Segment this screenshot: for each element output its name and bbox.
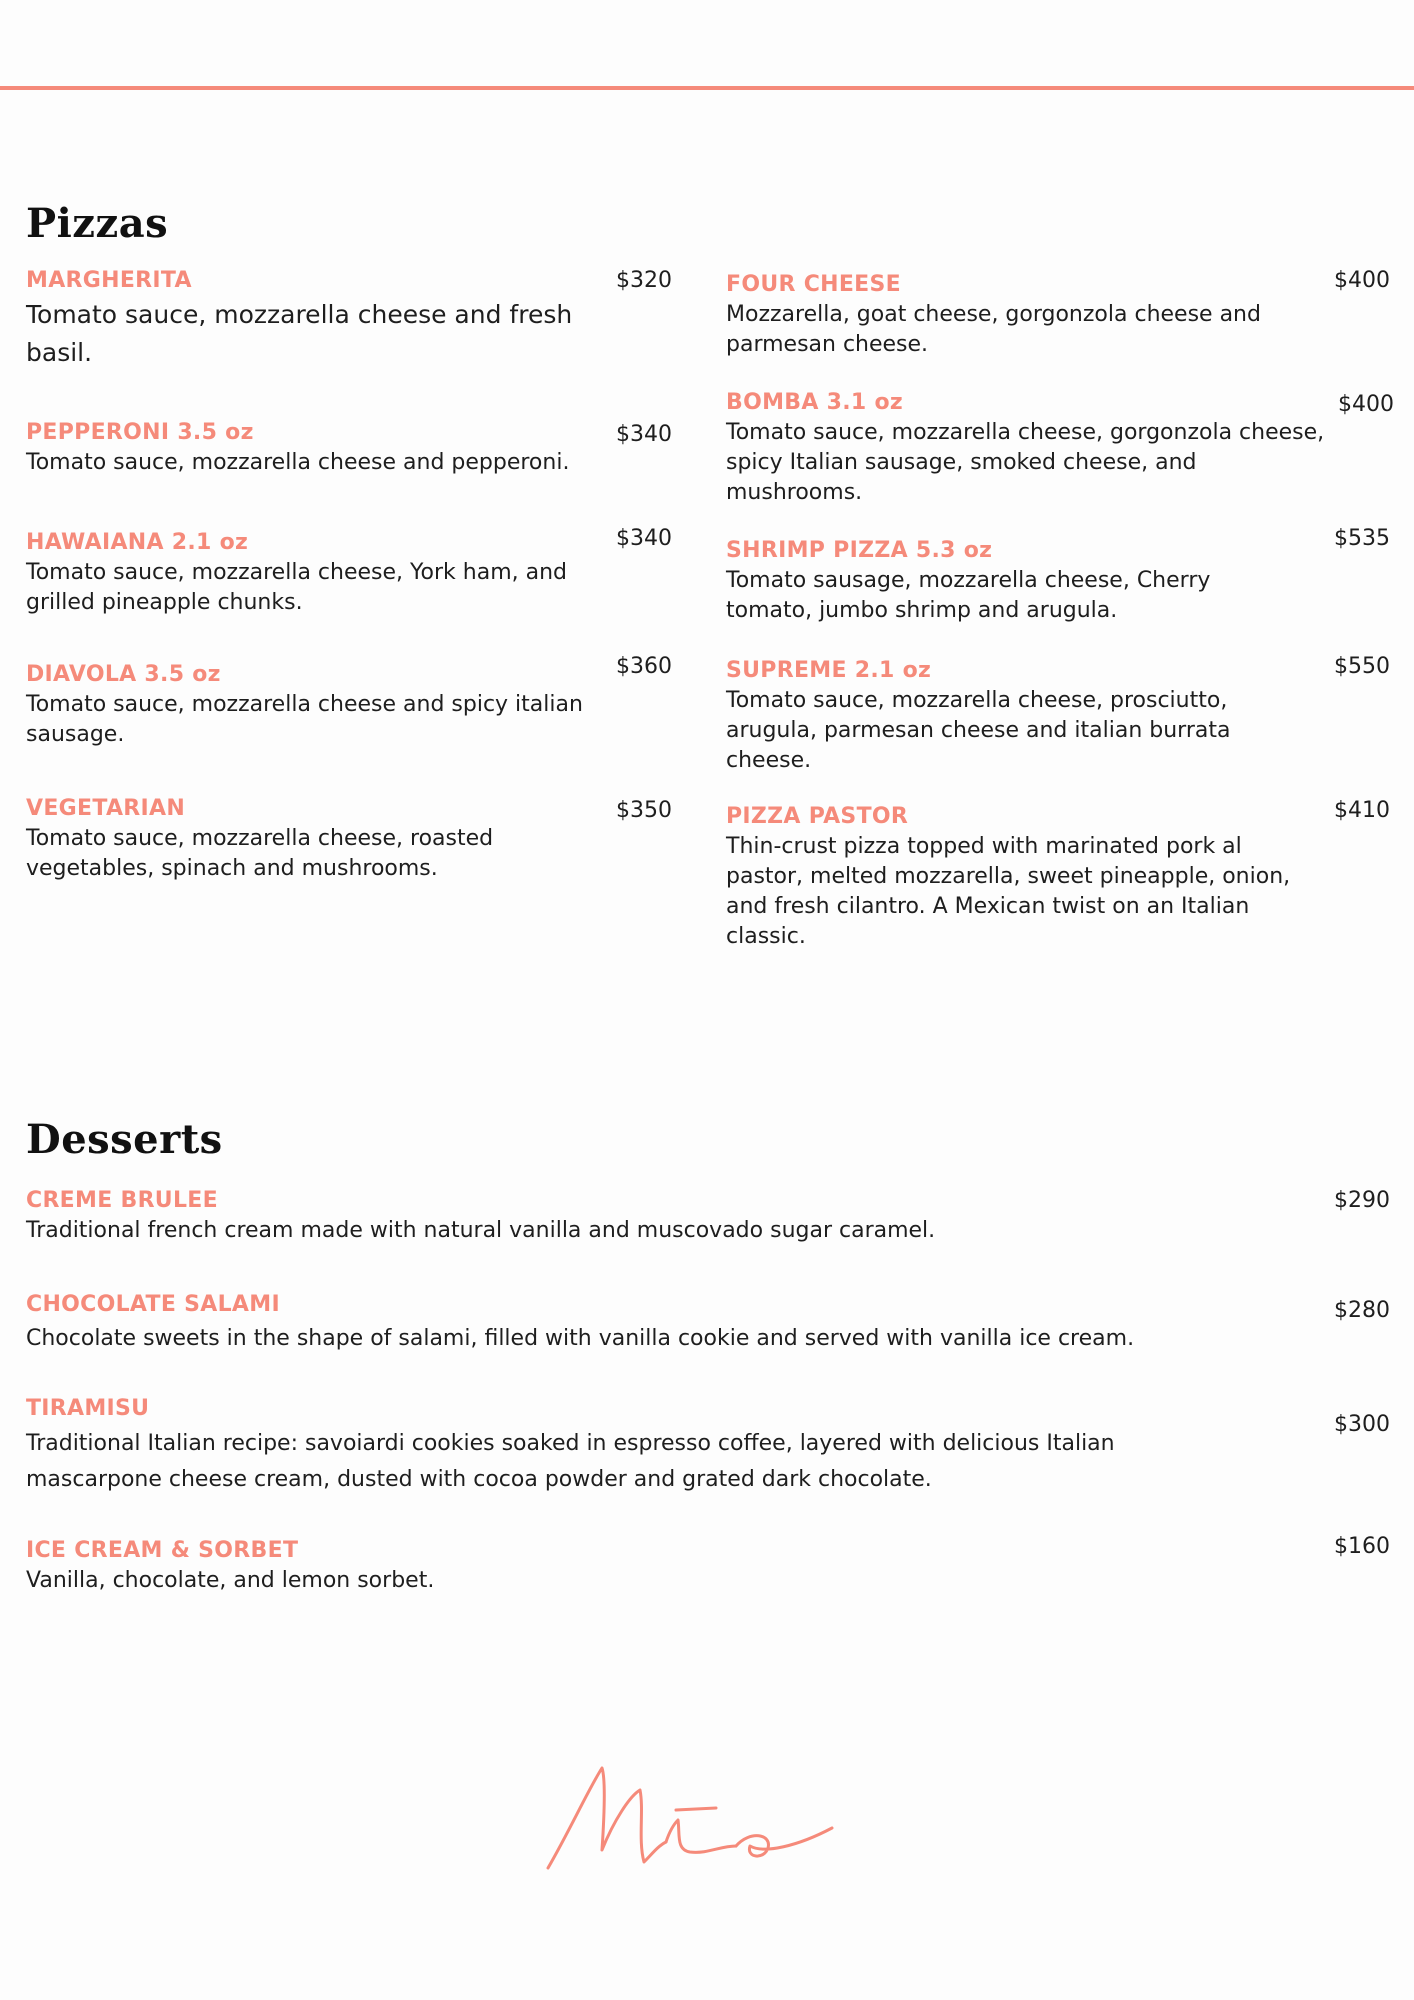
item-description: Traditional french cream made with natural vanilla and muscovado sugar caramel.	[26, 1218, 936, 1243]
menu-item-chocolate-salami	[26, 1290, 1286, 1354]
menu-item-margherita	[26, 266, 606, 372]
menu-item-hawaiana	[26, 528, 616, 618]
item-description: Tomato sauce, mozzarella cheese, gorgonzola cheese, spicy Italian sausage, smoked cheese, and mushrooms.	[726, 420, 1325, 505]
item-price: $410	[1334, 798, 1390, 823]
menu-item-ice-cream-sorbet	[26, 1536, 1286, 1596]
item-price: $320	[616, 268, 672, 293]
item-name: SUPREME 2.1 oz	[726, 658, 932, 683]
item-price: $360	[616, 654, 672, 679]
item-name: DIAVOLA 3.5 oz	[26, 662, 221, 687]
item-price: $300	[1334, 1412, 1390, 1437]
item-description: Tomato sauce, mozzarella cheese, roasted vegetables, spinach and mushrooms.	[26, 826, 494, 881]
item-price: $535	[1334, 526, 1390, 551]
item-name: TIRAMISU	[26, 1396, 150, 1421]
mia-signature-logo	[540, 1750, 880, 1890]
item-name: VEGETARIAN	[26, 796, 186, 821]
item-price: $160	[1334, 1534, 1390, 1559]
item-price: $340	[616, 526, 672, 551]
item-description: Tomato sausage, mozzarella cheese, Cherry tomato, jumbo shrimp and arugula.	[726, 568, 1211, 623]
item-description: Tomato sauce, mozzarella cheese and fresh basil.	[26, 300, 573, 367]
item-name: BOMBA 3.1 oz	[726, 390, 903, 415]
item-description: Mozzarella, goat cheese, gorgonzola cheese and parmesan cheese.	[726, 302, 1261, 357]
menu-item-pepperoni	[26, 418, 626, 478]
item-description: Traditional Italian recipe: savoiardi cookies soaked in espresso coffee, layered with delicious Italian mascarpone cheese cream, dusted with cocoa powder and grated dark chocolate.	[26, 1431, 1115, 1492]
top-accent-rule	[0, 86, 1414, 90]
item-name: PEPPERONI 3.5 oz	[26, 420, 254, 445]
menu-item-supreme	[726, 656, 1286, 776]
pizzas-heading: Pizzas	[26, 200, 169, 247]
desserts-heading: Desserts	[26, 1116, 223, 1163]
menu-item-vegetarian	[26, 794, 586, 884]
item-price: $400	[1338, 392, 1394, 417]
item-price: $350	[616, 798, 672, 823]
menu-item-bomba	[726, 388, 1326, 508]
item-description: Chocolate sweets in the shape of salami, filled with vanilla cookie and served with vanilla ice cream.	[26, 1326, 1135, 1351]
item-name: FOUR CHEESE	[726, 272, 901, 297]
item-name: PIZZA PASTOR	[726, 804, 909, 829]
item-description: Thin-crust pizza topped with marinated pork al pastor, melted mozzarella, sweet pineapple, onion, and fresh cilantro. A Mexican twist on an Italian classic.	[726, 834, 1291, 949]
item-description: Tomato sauce, mozzarella cheese and pepperoni.	[26, 450, 570, 475]
item-price: $290	[1334, 1188, 1390, 1213]
item-name: CHOCOLATE SALAMI	[26, 1292, 280, 1317]
menu-item-creme-brulee	[26, 1186, 1286, 1246]
item-description: Tomato sauce, mozzarella cheese and spicy italian sausage.	[26, 692, 583, 747]
item-description: Tomato sauce, mozzarella cheese, York ham, and grilled pineapple chunks.	[26, 560, 567, 615]
menu-item-tiramisu	[26, 1394, 1206, 1498]
item-name: MARGHERITA	[26, 268, 192, 293]
menu-item-pizza-pastor	[726, 802, 1306, 952]
item-price: $340	[616, 422, 672, 447]
item-name: ICE CREAM & SORBET	[26, 1538, 299, 1563]
item-name: HAWAIANA 2.1 oz	[26, 530, 249, 555]
item-name: CREME BRULEE	[26, 1188, 218, 1213]
menu-item-shrimp-pizza	[726, 536, 1286, 626]
item-description: Vanilla, chocolate, and lemon sorbet.	[26, 1568, 435, 1593]
menu-item-four-cheese	[726, 270, 1316, 360]
item-name: SHRIMP PIZZA 5.3 oz	[726, 538, 993, 563]
item-price: $400	[1334, 268, 1390, 293]
item-price: $550	[1334, 654, 1390, 679]
item-price: $280	[1334, 1298, 1390, 1323]
item-description: Tomato sauce, mozzarella cheese, prosciutto, arugula, parmesan cheese and italian burrata cheese.	[726, 688, 1231, 773]
menu-item-diavola	[26, 660, 626, 750]
